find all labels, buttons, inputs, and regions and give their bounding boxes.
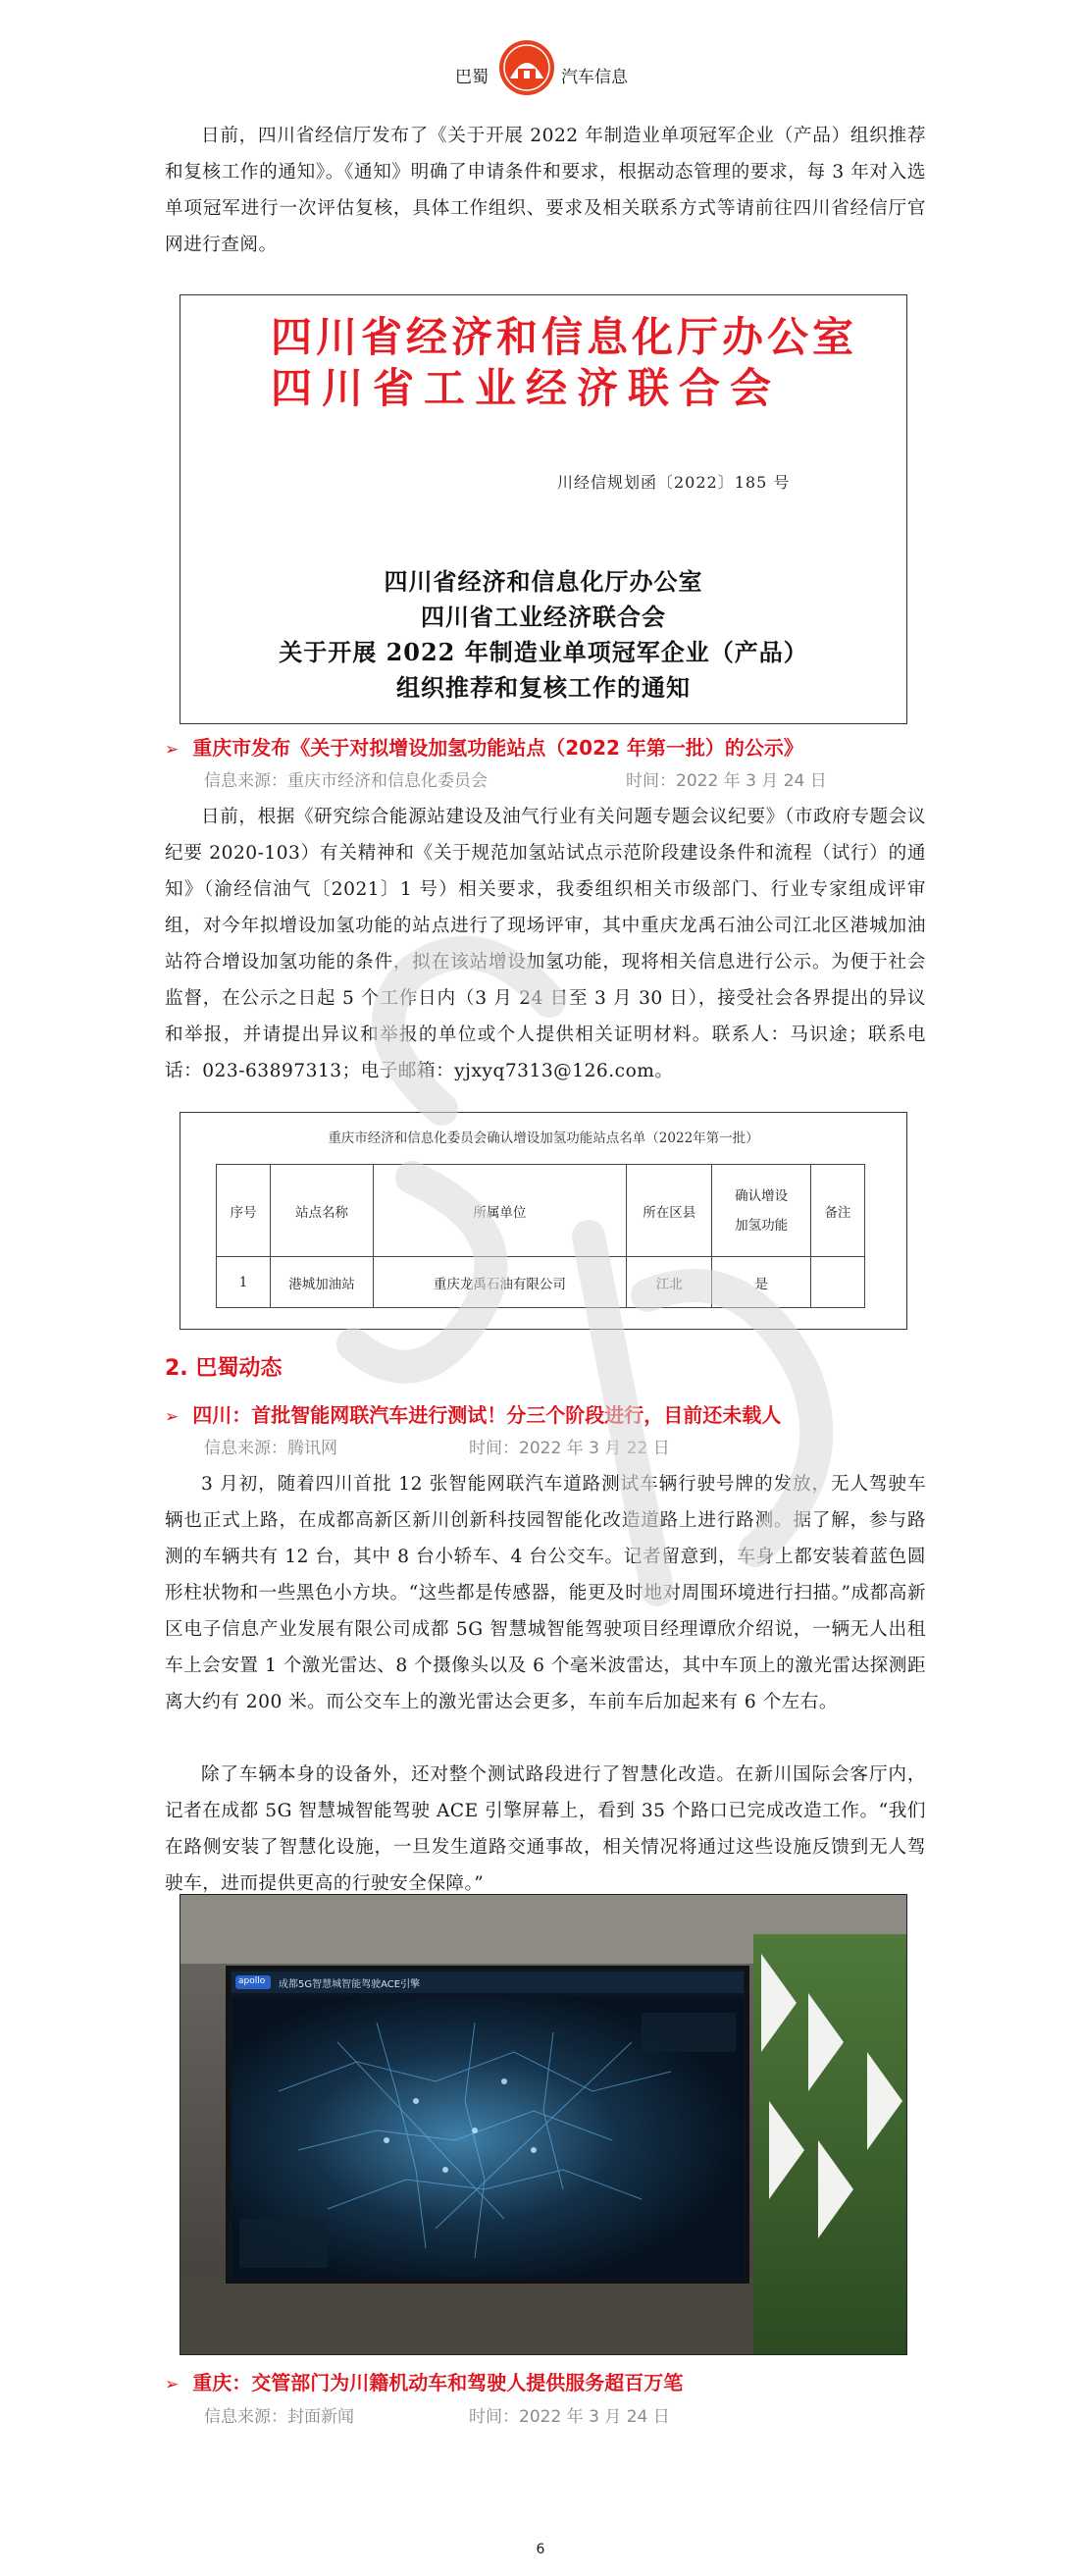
td-station-name: 港城加油站 xyxy=(271,1257,374,1308)
news1-meta xyxy=(204,766,827,791)
news1-time: 时间：2022 年 3 月 24 日 xyxy=(626,771,827,791)
news2-source: 信息来源：腾讯网 xyxy=(204,1439,337,1458)
doc-red-header-line1: 四川省经济和信息化厅办公室 xyxy=(271,313,858,361)
header-right-text: 汽车信息 xyxy=(561,68,628,87)
table-header-row xyxy=(217,1165,865,1257)
th-district: 所在区县 xyxy=(626,1165,711,1257)
arrow-bullet-icon: ➢ xyxy=(165,740,180,760)
th-unit: 所属单位 xyxy=(373,1165,626,1257)
news2-meta xyxy=(204,1434,670,1458)
td-unit: 重庆龙禹石油有限公司 xyxy=(373,1257,626,1308)
station-table xyxy=(216,1164,865,1308)
td-remark xyxy=(810,1257,864,1308)
th-confirm-line2: 加氢功能 xyxy=(735,1217,789,1234)
ace-engine-photo xyxy=(180,1894,907,2355)
doc-title-line2: 四川省工业经济联合会 xyxy=(421,603,666,631)
intro-paragraph: 日前，四川省经信厅发布了《关于开展 2022 年制造业单项冠军企业（产品）组织推荐和复核工作的通知》。《通知》明确了申请条件和要求，根据动态管理的要求，每 3 年对入选单项冠军进行一次评估复核，具体工作组织、要求及相关联系方式等请前往四川省经信厅官网进行查阅。 xyxy=(165,126,926,255)
td-confirm: 是 xyxy=(712,1257,810,1308)
doc-title-line1: 四川省经济和信息化厅办公室 xyxy=(384,567,703,596)
table-caption: 重庆市经济和信息化委员会确认增设加氢功能站点名单（2022年第一批） xyxy=(328,1130,759,1146)
doc-red-header-line2: 四川省工业经济联合会 xyxy=(271,364,782,412)
header-left-text: 巴蜀 xyxy=(455,68,489,87)
doc-number: 川经信规划函〔2022〕185 号 xyxy=(557,473,791,492)
td-index: 1 xyxy=(217,1257,271,1308)
page-number: 6 xyxy=(536,2542,545,2557)
news3-time: 时间：2022 年 3 月 24 日 xyxy=(469,2407,670,2427)
news1-heading[interactable] xyxy=(165,732,803,761)
news1-title: 重庆市发布《关于对拟增设加氢功能站点（2022 年第一批）的公示》 xyxy=(192,736,803,760)
news2-time: 时间：2022 年 3 月 22 日 xyxy=(469,1439,670,1458)
news3-source: 信息来源：封面新闻 xyxy=(204,2407,354,2427)
screen-brand: apollo xyxy=(238,1976,266,1986)
official-document-image xyxy=(180,294,907,724)
news3-heading[interactable] xyxy=(165,2367,683,2395)
th-station-name: 站点名称 xyxy=(271,1165,374,1257)
section2-heading: 2. 巴蜀动态 xyxy=(165,1356,283,1381)
news2-paragraph1: 3 月初，随着四川首批 12 张智能网联汽车道路测试车辆行驶号牌的发放，无人驾驶车辆也正式上路，在成都高新区新川创新科技园智能化改造道路上进行路测。据了解，参与路测的车辆共有 12 台，其中 8 台小轿车、4 台公交车。记者留意到，车身上都安装着蓝色圆形柱状物和一些黑色小方块。“这些都是传感器，能更及时地对周围环境进行扫描。”成都高新区电子信息产业发展有限公司成都 5G 智慧城智能驾驶项目经理谭欣介绍说，一辆无人出租车上会安置 1 个激光雷达、8 个摄像头以及 6 个毫米波雷达，其中车顶上的激光雷达探测距离大约有 200 米。而公交车上的激光雷达会更多，车前车后加起来有 6 个左右。 xyxy=(165,1474,926,1712)
th-remark: 备注 xyxy=(810,1165,864,1257)
th-confirm-line1: 确认增设 xyxy=(735,1187,789,1204)
doc-title-line4: 组织推荐和复核工作的通知 xyxy=(396,673,691,702)
news3-title: 重庆：交管部门为川籍机动车和驾驶人提供服务超百万笔 xyxy=(192,2371,684,2394)
ace-engine-photo-svg xyxy=(180,1895,907,2355)
th-index: 序号 xyxy=(217,1165,271,1257)
news2-heading[interactable] xyxy=(165,1399,781,1428)
screen-title: 成都5G智慧城智能驾驶ACE引擎 xyxy=(279,1979,421,1990)
logo-emblem xyxy=(498,39,555,96)
doc-title-line3: 关于开展 2022 年制造业单项冠军企业（产品） xyxy=(279,638,808,666)
news1-source: 信息来源：重庆市经济和信息化委员会 xyxy=(204,771,488,791)
th-confirm xyxy=(712,1165,810,1257)
arrow-bullet-icon: ➢ xyxy=(165,1407,180,1427)
table-row xyxy=(217,1257,865,1308)
arrow-bullet-icon: ➢ xyxy=(165,2375,180,2394)
news1-paragraph-contact: 023-63897313；电子邮箱：yjxyq7313@126.com。 xyxy=(202,1061,674,1081)
news2-paragraph2: 除了车辆本身的设备外，还对整个测试路段进行了智慧化改造。在新川国际会客厅内，记者在成都 5G 智慧城智能驾驶 ACE 引擎屏幕上，看到 35 个路口已完成改造工作。“我们在路侧安装了智慧化设施，一旦发生道路交通事故，相关情况将通过这些设施反馈到无人驾驶车，进而提供更高的行驶安全保障。” xyxy=(165,1764,926,1894)
td-district: 江北 xyxy=(626,1257,711,1308)
station-table-image xyxy=(180,1112,907,1330)
news1-paragraph-text: 日前，根据《研究综合能源站建设及油气行业有关问题专题会议纪要》（市政府专题会议纪要 2020-103）有关精神和《关于规范加氢站试点示范阶段建设条件和流程（试行）的通知》（渝经信油气〔2021〕1 号）相关要求，我委组织相关市级部门、行业专家组成评审组，对今年拟增设加氢功能的站点进行了现场评审，其中重庆龙禹石油公司江北区港城加油站符合增设加氢功能的条件，拟在该站增设加氢功能，现将相关信息进行公示。为便于社会监督，在公示之日起 5 个工作日内（3 月 24 日至 3 月 30 日），接受社会各界提出的异议和举报，并请提出异议和举报的单位或个人提供相关证明材料。联系人：马识途；联系电话： xyxy=(165,807,926,1081)
news1-paragraph xyxy=(165,799,926,1089)
news2-title: 四川：首批智能网联汽车进行测试！分三个阶段进行，目前还未载人 xyxy=(192,1403,782,1427)
news3-meta xyxy=(204,2402,670,2427)
